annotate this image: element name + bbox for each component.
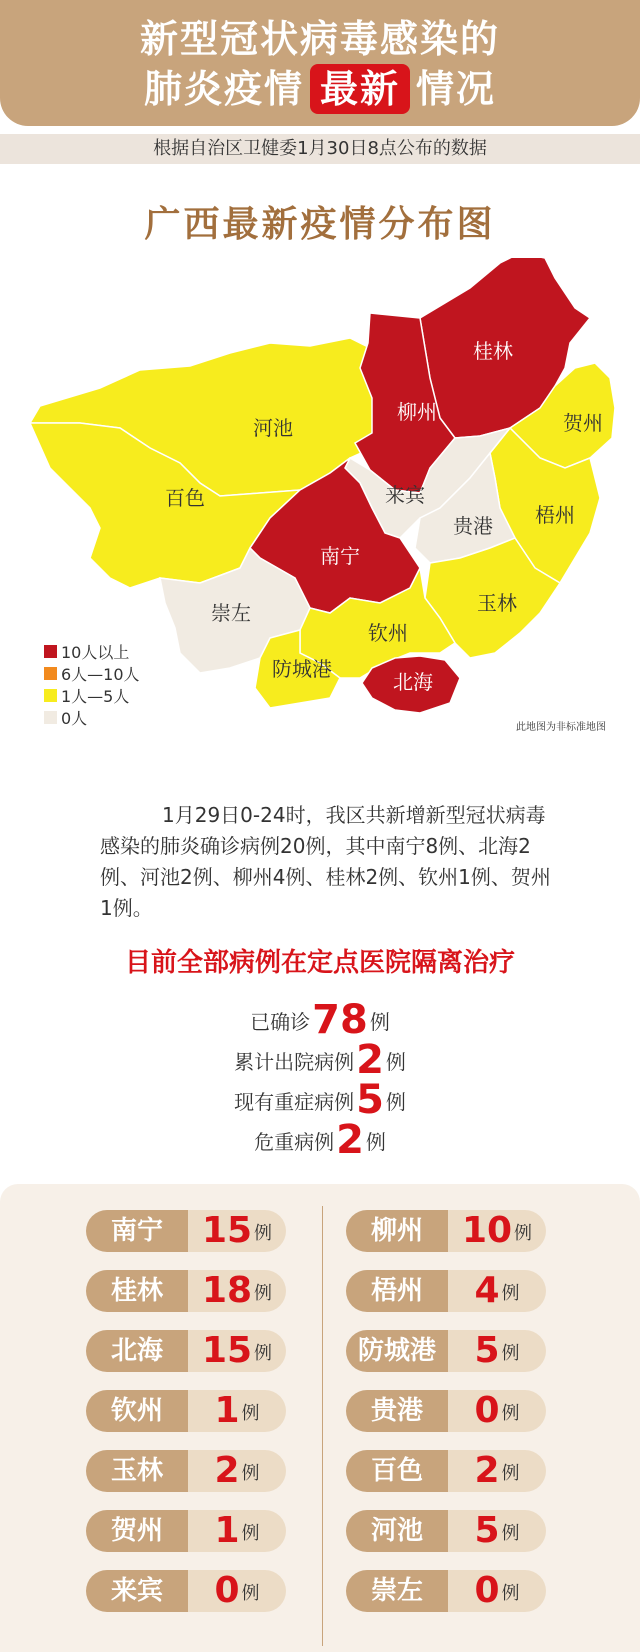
city-count bbox=[448, 1210, 546, 1252]
city-count bbox=[448, 1330, 546, 1372]
city-count-row bbox=[86, 1390, 286, 1432]
count-unit: 例 bbox=[254, 1223, 273, 1244]
map-label-guigang: 贵港 bbox=[453, 514, 493, 538]
stat-discharged bbox=[0, 1037, 640, 1083]
stat-number: 2 bbox=[356, 1037, 384, 1083]
stat-number: 2 bbox=[336, 1117, 364, 1163]
count-unit: 例 bbox=[501, 1283, 520, 1304]
count-number: 4 bbox=[474, 1270, 500, 1311]
stat-unit: 例 bbox=[385, 1050, 406, 1074]
panel-divider bbox=[322, 1206, 323, 1646]
city-count-row bbox=[86, 1510, 286, 1552]
city-count-row bbox=[86, 1270, 286, 1312]
city-count bbox=[188, 1450, 286, 1492]
count-number: 5 bbox=[474, 1330, 500, 1371]
city-count-row bbox=[86, 1330, 286, 1372]
count-number: 5 bbox=[474, 1510, 500, 1551]
count-number: 0 bbox=[474, 1390, 500, 1431]
count-number: 1 bbox=[214, 1390, 240, 1431]
count-unit: 例 bbox=[501, 1343, 520, 1364]
stat-label: 累计出院病例 bbox=[234, 1050, 355, 1074]
count-unit: 例 bbox=[241, 1523, 260, 1544]
count-unit: 例 bbox=[501, 1583, 520, 1604]
count-number: 15 bbox=[201, 1210, 253, 1251]
stat-critical bbox=[0, 1117, 640, 1163]
city-count bbox=[188, 1570, 286, 1612]
city-count bbox=[448, 1510, 546, 1552]
map-label-beihai: 北海 bbox=[393, 670, 433, 694]
stats-block bbox=[0, 997, 640, 1163]
legend-item bbox=[44, 706, 140, 728]
latest-badge: 最新 bbox=[310, 64, 410, 114]
city-name: 贵港 bbox=[346, 1390, 448, 1432]
city-count-row bbox=[346, 1330, 546, 1372]
count-number: 15 bbox=[201, 1330, 253, 1371]
city-count-row bbox=[346, 1210, 546, 1252]
legend-label: 1人—5人 bbox=[61, 686, 130, 706]
city-count bbox=[188, 1390, 286, 1432]
city-count-row bbox=[346, 1450, 546, 1492]
map-label-liuzhou: 柳州 bbox=[397, 400, 437, 424]
stat-number: 78 bbox=[312, 997, 368, 1043]
treatment-title: 目前全部病例在定点医院隔离治疗 bbox=[124, 948, 515, 978]
map-label-chongzuo: 崇左 bbox=[211, 601, 251, 625]
city-count bbox=[188, 1270, 286, 1312]
header-banner bbox=[0, 0, 640, 126]
map-label-guilin: 桂林 bbox=[473, 339, 513, 363]
legend-item bbox=[44, 684, 140, 706]
headline-post: 情况 bbox=[416, 67, 497, 111]
map-label-fangchenggang: 防城港 bbox=[272, 657, 332, 681]
legend-swatch bbox=[44, 645, 57, 658]
city-name: 贺州 bbox=[86, 1510, 188, 1552]
count-unit: 例 bbox=[254, 1343, 273, 1364]
stat-label: 危重病例 bbox=[254, 1130, 335, 1154]
map-label-yulin: 玉林 bbox=[477, 591, 517, 615]
summary-paragraph: 1月29日0-24时，我区共新增新型冠状病毒感染的肺炎确诊病例20例，其中南宁8例、北海2例、河池2例、柳州4例、桂林2例、钦州1例、贺州1例。 bbox=[100, 803, 551, 920]
city-name: 防城港 bbox=[346, 1330, 448, 1372]
city-count bbox=[188, 1510, 286, 1552]
map-title: 广西最新疫情分布图 bbox=[144, 204, 496, 245]
legend-label: 0人 bbox=[61, 708, 88, 728]
source-note: 根据自治区卫健委1月30日8点公布的数据 bbox=[0, 134, 640, 164]
count-number: 1 bbox=[214, 1510, 240, 1551]
city-name: 北海 bbox=[86, 1330, 188, 1372]
stat-unit: 例 bbox=[365, 1130, 386, 1154]
city-count-row bbox=[86, 1450, 286, 1492]
legend-label: 10人以上 bbox=[61, 642, 130, 662]
city-name: 崇左 bbox=[346, 1570, 448, 1612]
city-name: 河池 bbox=[346, 1510, 448, 1552]
count-unit: 例 bbox=[254, 1283, 273, 1304]
city-name: 梧州 bbox=[346, 1270, 448, 1312]
city-count-row bbox=[346, 1390, 546, 1432]
stat-unit: 例 bbox=[385, 1090, 406, 1114]
map-label-laibin: 来宾 bbox=[385, 483, 425, 507]
count-number: 2 bbox=[214, 1450, 240, 1491]
count-unit: 例 bbox=[501, 1523, 520, 1544]
map-disclaimer: 此地图为非标准地图 bbox=[516, 722, 606, 733]
city-count-row bbox=[346, 1510, 546, 1552]
count-unit: 例 bbox=[241, 1583, 260, 1604]
count-number: 0 bbox=[474, 1570, 500, 1611]
map-legend bbox=[44, 640, 140, 728]
city-count-row bbox=[86, 1570, 286, 1612]
map-label-nanning: 南宁 bbox=[320, 544, 360, 568]
count-number: 0 bbox=[214, 1570, 240, 1611]
city-count-row bbox=[346, 1270, 546, 1312]
city-name: 玉林 bbox=[86, 1450, 188, 1492]
count-number: 18 bbox=[201, 1270, 253, 1311]
city-count bbox=[188, 1330, 286, 1372]
stat-confirmed bbox=[0, 997, 640, 1043]
count-unit: 例 bbox=[241, 1403, 260, 1424]
legend-item bbox=[44, 662, 140, 684]
map-label-qinzhou: 钦州 bbox=[368, 621, 408, 645]
city-count bbox=[448, 1390, 546, 1432]
count-unit: 例 bbox=[501, 1403, 520, 1424]
count-number: 2 bbox=[474, 1450, 500, 1491]
stat-label: 已确诊 bbox=[250, 1010, 311, 1034]
map-label-wuzhou: 梧州 bbox=[535, 503, 575, 527]
count-unit: 例 bbox=[501, 1463, 520, 1484]
count-unit: 例 bbox=[241, 1463, 260, 1484]
city-name: 百色 bbox=[346, 1450, 448, 1492]
legend-swatch bbox=[44, 689, 57, 702]
city-count bbox=[188, 1210, 286, 1252]
city-count bbox=[448, 1270, 546, 1312]
headline-line2 bbox=[0, 64, 640, 114]
map-label-baise: 百色 bbox=[165, 486, 205, 510]
stat-label: 现有重症病例 bbox=[234, 1090, 355, 1114]
count-number: 10 bbox=[461, 1210, 513, 1251]
stat-unit: 例 bbox=[369, 1010, 390, 1034]
city-name: 柳州 bbox=[346, 1210, 448, 1252]
headline-line1: 新型冠状病毒感染的 bbox=[139, 17, 500, 61]
stat-severe bbox=[0, 1077, 640, 1123]
map-label-hechi: 河池 bbox=[253, 416, 293, 440]
stat-number: 5 bbox=[356, 1077, 384, 1123]
city-name: 来宾 bbox=[86, 1570, 188, 1612]
legend-swatch bbox=[44, 667, 57, 680]
count-unit: 例 bbox=[514, 1223, 533, 1244]
headline-pre: 肺炎疫情 bbox=[143, 67, 304, 111]
city-name: 钦州 bbox=[86, 1390, 188, 1432]
city-count-row bbox=[346, 1570, 546, 1612]
city-count bbox=[448, 1570, 546, 1612]
city-name: 南宁 bbox=[86, 1210, 188, 1252]
legend-item bbox=[44, 640, 140, 662]
city-count-row bbox=[86, 1210, 286, 1252]
legend-swatch bbox=[44, 711, 57, 724]
legend-label: 6人—10人 bbox=[61, 664, 140, 684]
city-name: 桂林 bbox=[86, 1270, 188, 1312]
map-label-hezhou: 贺州 bbox=[563, 411, 603, 435]
city-count bbox=[448, 1450, 546, 1492]
